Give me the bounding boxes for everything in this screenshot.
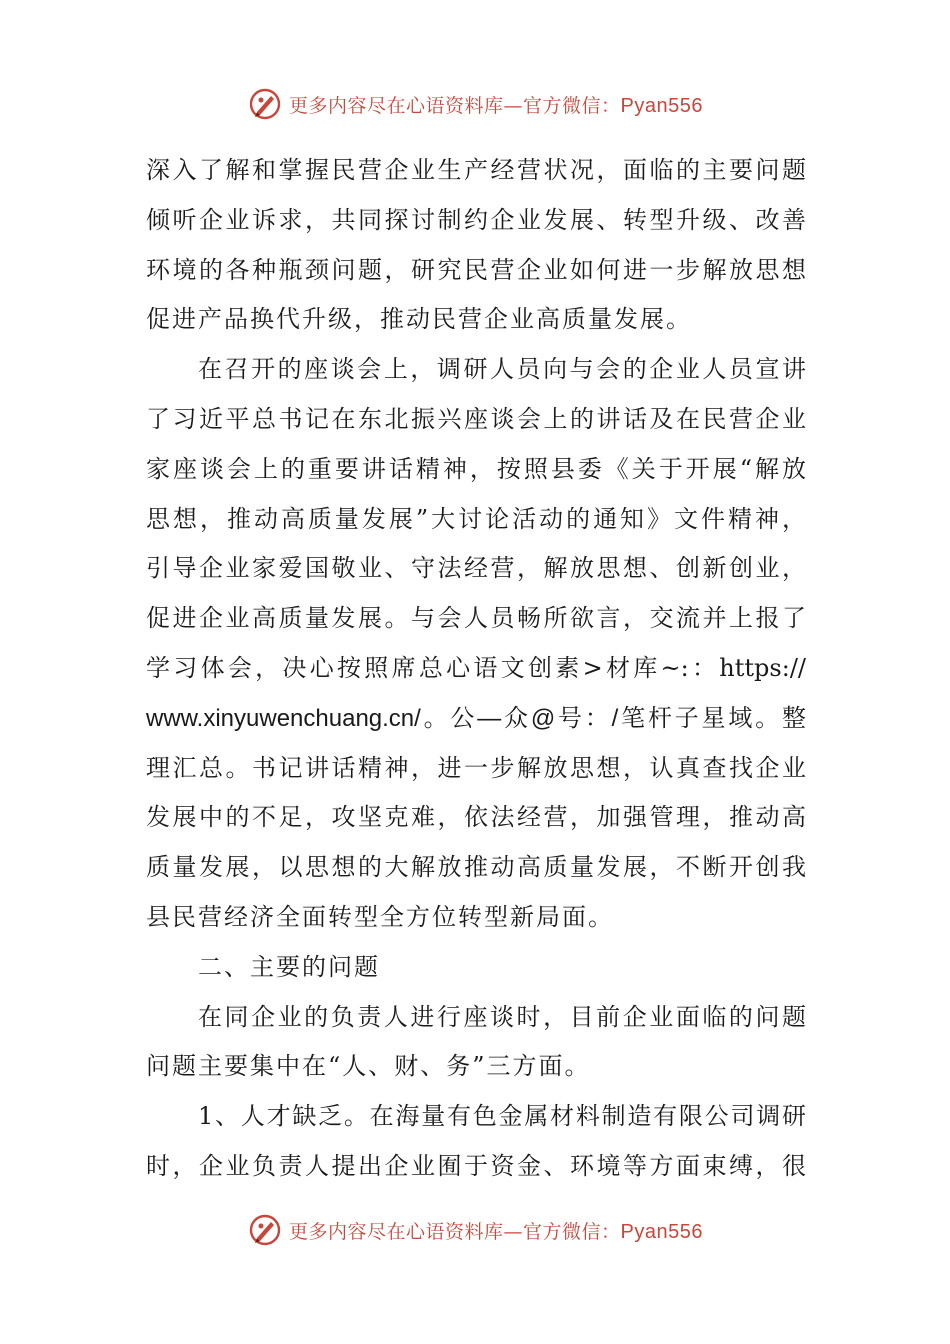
body-line: 思想，推动高质量发展”大讨论活动的通知》文件精神， <box>146 504 806 533</box>
body-line: 环境的各种瓶颈问题，研究民营企业如何进一步解放思想 <box>146 255 806 284</box>
body-line: 了习近平总书记在东北振兴座谈会上的讲话及在民营企业 <box>146 404 806 433</box>
pen-logo-icon <box>247 86 283 122</box>
body-line: 1、人才缺乏。在海量有色金属材料制造有限公司调研 <box>198 1102 806 1131</box>
body-line: 发展中的不足，攻坚克难，依法经营，加强管理，推动高 <box>146 803 806 832</box>
body-line: 促进产品换代升级，推动民营企业高质量发展。 <box>146 305 692 334</box>
body-line: 引导企业家爱国敬业、守法经营，解放思想、创新创业， <box>146 554 806 583</box>
document-body <box>146 146 806 1192</box>
body-line: 时，企业负责人提出企业囿于资金、环境等方面束缚，很 <box>146 1151 806 1180</box>
body-line: 深入了解和掌握民营企业生产经营状况，面临的主要问题 <box>146 156 806 184</box>
pen-logo-icon <box>247 1212 283 1248</box>
header-banner <box>0 84 950 124</box>
body-line: 质量发展，以思想的大解放推动高质量发展，不断开创我 <box>146 853 806 882</box>
body-line: 理汇总。书记讲话精神，进一步解放思想，认真查找企业 <box>146 753 806 782</box>
body-line: 问题主要集中在“人、财、务”三方面。 <box>146 1052 591 1081</box>
banner-text: 更多内容尽在心语资料库—官方微信：Pyan556 <box>289 1220 703 1243</box>
banner-text: 更多内容尽在心语资料库—官方微信：Pyan556 <box>289 94 703 117</box>
section-heading: 二、主要的问题 <box>198 952 380 981</box>
body-line: 县民营经济全面转型全方位转型新局面。 <box>146 902 614 931</box>
body-line: 倾听企业诉求，共同探讨制约企业发展、转型升级、改善 <box>146 205 806 234</box>
footer-banner <box>0 1210 950 1250</box>
body-line: 在同企业的负责人进行座谈时，目前企业面临的问题 <box>198 1002 806 1031</box>
body-line: 家座谈会上的重要讲话精神，按照县委《关于开展“解放 <box>146 454 806 483</box>
body-line: 在召开的座谈会上，调研人员向与会的企业人员宣讲 <box>198 355 806 384</box>
body-line: 学习体会，决心按照席总心语文创素>材库~:：https:// <box>146 653 806 682</box>
body-line: www.xinyuwenchuang.cn/。公—众@号：/笔杆子星域。整 <box>146 704 806 732</box>
body-line: 促进企业高质量发展。与会人员畅所欲言，交流并上报了 <box>146 604 806 633</box>
